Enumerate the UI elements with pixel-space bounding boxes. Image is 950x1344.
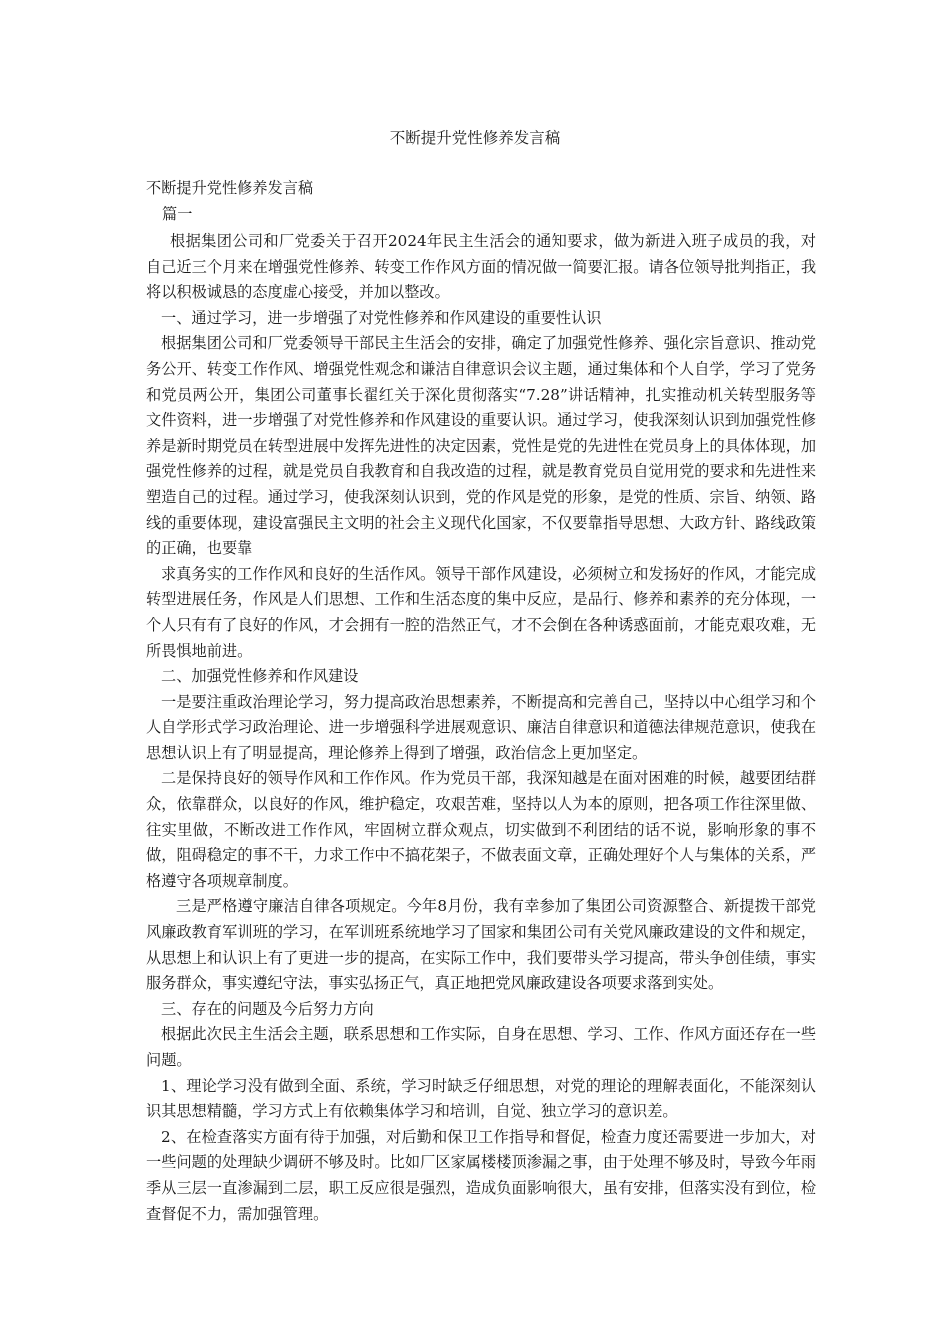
paragraph: 一、通过学习，进一步增强了对党性修养和作风建设的重要性认识 bbox=[161, 308, 602, 327]
paragraph: 根据集团公司和厂党委关于召开2024年民主生活会的通知要求，做为新进入班子成员的我，对自己近三个月来在增强党性修养、转变工作作风方面的情况做一简要汇报。请各位领导批判指正，我将以积极诚恳的态度虚心接受，并加以整改。 bbox=[146, 232, 816, 302]
document-subtitle: 不断提升党性修养发言稿 bbox=[146, 179, 314, 197]
document-title: 不断提升党性修养发言稿 bbox=[389, 129, 561, 147]
paragraph: 二是保持良好的领导作风和工作作风。作为党员干部，我深知越是在面对困难的时候，越要团结群众，依靠群众，以良好的作风，维护稳定，攻艰苦难，坚持以人为本的原则，把各项工作往深里做、往实里做，不断改进工作作风，牢固树立群众观点，切实做到不利团结的话不说，影响形象的事不做，阻碍稳定的事不干，力求工作中不搞花架子，不做表面文章，正确处理好个人与集体的关系，严格遵守各项规章制度。 bbox=[146, 769, 816, 890]
part-label: 篇一 bbox=[162, 205, 193, 223]
paragraph: 三是严格遵守廉洁自律各项规定。今年8月份，我有幸参加了集团公司资源整合、新提拨干部党风廉政教育军训班的学习，在军训班系统地学习了国家和集团公司有关党风廉政建设的文件和规定，从思想上和认识上有了更进一步的提高，在实际工作中，我们要带头学习提高，带头争创佳绩，事实服务群众，事实遵纪守法，事实弘扬正气，真正地把党风廉政建设各项要求落到实处。 bbox=[146, 897, 816, 993]
paragraph: 1、理论学习没有做到全面、系统，学习时缺乏仔细思想，对党的理论的理解表面化，不能深刻认识其思想精髓，学习方式上有依赖集体学习和培训，自觉、独立学习的意识差。 bbox=[146, 1076, 816, 1121]
paragraph: 根据集团公司和厂党委领导干部民主生活会的安排，确定了加强党性修养、强化宗旨意识、推动党务公开、转变工作作风、增强党性观念和谦洁自律意识会议主题，通过集体和个人自学，学习了党务和党员两公开，集团公司董事长翟红关于深化贯彻落实“7.28”讲话精神，扎实推动机关转型服务等文件资料，进一步增强了对党性修养和作风建设的重要认识。通过学习，使我深刻认识到加强党性修养是新时期党员在转型进展中发挥先进性的决定因素，党性是党的先进性在党员身上的具体体现，加强党性修养的过程，就是党员自我教育和自我改造的过程，就是教育党员自觉用党的要求和先进性来塑造自己的过程。通过学习，使我深刻认识到，党的作风是党的形象，是党的性质、宗旨、纳领、路线的重要体现，建设富强民主文明的社会主义现代化国家，不仅要靠指导思想、大政方针、路线政策的正确，也要靠 bbox=[146, 334, 816, 558]
document-body bbox=[146, 229, 816, 1227]
paragraph: 2、在检查落实方面有待于加强，对后勤和保卫工作指导和督促，检查力度还需要进一步加大，对一些问题的处理缺少调研不够及时。比如厂区家属楼楼顶渗漏之事，由于处理不够及时，导致今年雨季从三层一直渗漏到二层，职工反应很是强烈，造成负面影响很大，虽有安排，但落实没有到位，检查督促不力，需加强管理。 bbox=[146, 1127, 816, 1223]
paragraph: 三、存在的问题及今后努力方向 bbox=[161, 999, 374, 1018]
paragraph: 根据此次民主生活会主题，联系思想和工作实际，自身在思想、学习、工作、作风方面还存在一些问题。 bbox=[146, 1025, 816, 1069]
paragraph: 二、加强党性修养和作风建设 bbox=[161, 667, 359, 686]
paragraph: 一是要注重政治理论学习，努力提高政治思想素养，不断提高和完善自己，坚持以中心组学习和个人自学形式学习政治理论、进一步增强科学进展观意识、廉洁自律意识和道德法律规范意识，使我在思想认识上有了明显提高，理论修养上得到了增强，政治信念上更加坚定。 bbox=[146, 692, 816, 762]
paragraph: 求真务实的工作作风和良好的生活作风。领导干部作风建设，必须树立和发扬好的作风，才能完成转型进展任务，作风是人们思想、工作和生活态度的集中反应，是品行、修养和素养的充分体现，一个人只有有了良好的作风，才会拥有一腔的浩然正气，才不会倒在各种诱惑面前，才能克艰攻难，无所畏惧地前进。 bbox=[146, 564, 816, 660]
